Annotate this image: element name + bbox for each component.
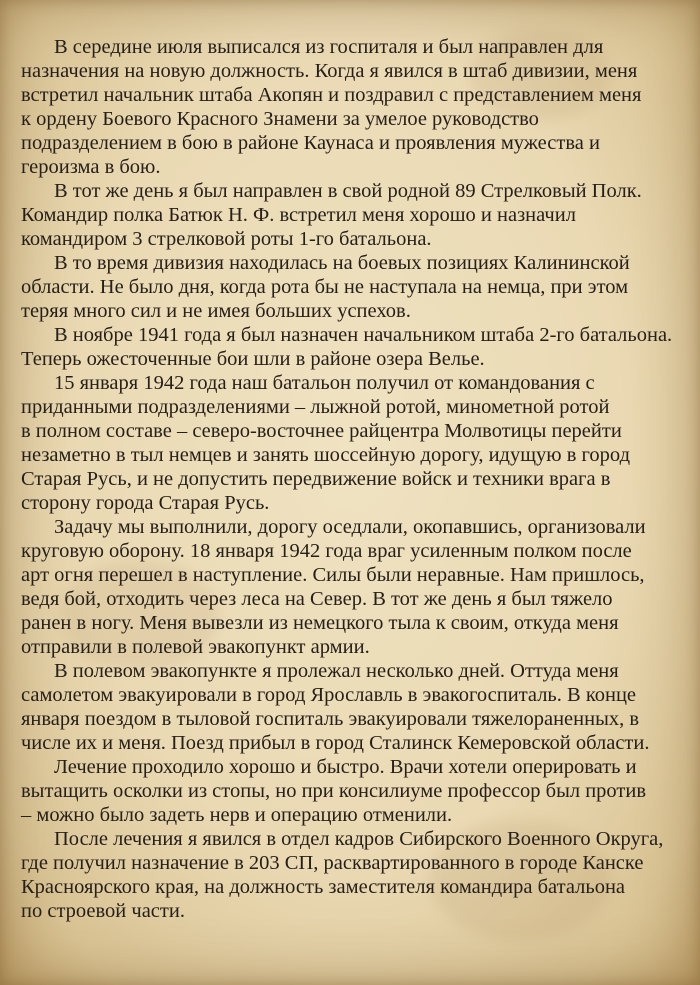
paragraph <box>21 251 686 323</box>
paragraph <box>21 35 686 179</box>
text-line: Теперь ожесточенные бои шли в районе озера Велье. <box>21 348 485 370</box>
text-line: Красноярского края, на должность заместителя командира батальона <box>21 876 626 898</box>
paragraph <box>21 755 686 827</box>
paragraph <box>21 179 686 251</box>
paragraph <box>21 659 686 755</box>
text-line: ведя бой, отходить через леса на Север. В тот же день я был тяжело <box>21 588 613 610</box>
paragraph <box>21 323 686 371</box>
text-line: 15 января 1942 года наш батальон получил от командования с <box>54 372 595 394</box>
text-line: В тот же день я был направлен в свой родной 89 Стрелковый Полк. <box>54 180 642 202</box>
text-line: января поездом в тыловой госпиталь эвакуировали тяжелораненных, в <box>21 708 640 730</box>
text-line: В полевом эвакопункте я пролежал несколько дней. Оттуда меня <box>54 660 619 682</box>
text-line: теряя много сил и не имея больших успехов. <box>21 300 411 322</box>
text-line: Лечение проходило хорошо и быстро. Врачи хотели оперировать и <box>54 756 637 778</box>
text-line: где получил назначение в 203 СП, расквартированного в городе Канске <box>21 852 644 874</box>
text-line: сторону города Старая Русь. <box>21 492 270 514</box>
memoir-text <box>21 35 686 923</box>
text-line: встретил начальник штаба Акопян и поздравил с представлением меня <box>21 84 642 106</box>
text-line: героизма в бою. <box>21 156 161 178</box>
paragraph <box>21 371 686 515</box>
text-line: вытащить осколки из стопы, но при консилиуме профессор был против <box>21 780 647 802</box>
text-line: – можно было задеть нерв и операцию отменили. <box>21 804 453 826</box>
text-line: арт огня перешел в наступление. Силы были неравные. Нам пришлось, <box>21 564 645 586</box>
text-line: к ордену Боевого Красного Знамени за умелое руководство <box>21 108 539 130</box>
text-line: отправили в полевой эвакопункт армии. <box>21 636 370 658</box>
text-line: командиром 3 стрелковой роты 1-го батальона. <box>21 228 432 250</box>
text-line: подразделением в бою в районе Каунаса и проявления мужества и <box>21 132 600 154</box>
paragraph <box>21 515 686 659</box>
text-line: приданными подразделениями – лыжной ротой, минометной ротой <box>21 396 610 418</box>
text-line: ранен в ногу. Меня вывезли из немецкого тыла к своим, откуда меня <box>21 612 619 634</box>
text-line: В середине июля выписался из госпиталя и был направлен для <box>54 36 604 58</box>
text-line: круговую оборону. 18 января 1942 года враг усиленным полком после <box>21 540 632 562</box>
text-line: в полном составе – северо-восточнее райцентра Молвотицы перейти <box>21 420 622 442</box>
text-line: незаметно в тыл немцев и занять шоссейную дорогу, идущую в город <box>21 444 631 466</box>
text-line: самолетом эвакуировали в город Ярославль в эвакогоспиталь. В конце <box>21 684 637 706</box>
text-line: по строевой части. <box>21 900 185 922</box>
text-line: числе их и меня. Поезд прибыл в город Сталинск Кемеровской области. <box>21 732 650 754</box>
text-line: Старая Русь, и не допустить передвижение войск и техники врага в <box>21 468 611 490</box>
text-line: После лечения я явился в отдел кадров Сибирского Военного Округа, <box>54 828 664 850</box>
paragraph <box>21 827 686 923</box>
text-line: Командир полка Батюк Н. Ф. встретил меня хорошо и назначил <box>21 204 576 226</box>
text-line: области. Не было дня, когда рота бы не наступала на немца, при этом <box>21 276 629 298</box>
text-line: В то время дивизия находилась на боевых позициях Калининской <box>54 252 630 274</box>
text-line: Задачу мы выполнили, дорогу оседлали, окопавшись, организовали <box>54 516 646 538</box>
text-line: назначения на новую должность. Когда я явился в штаб дивизии, меня <box>21 60 638 82</box>
text-line: В ноябре 1941 года я был назначен начальником штаба 2-го батальона. <box>54 324 673 346</box>
